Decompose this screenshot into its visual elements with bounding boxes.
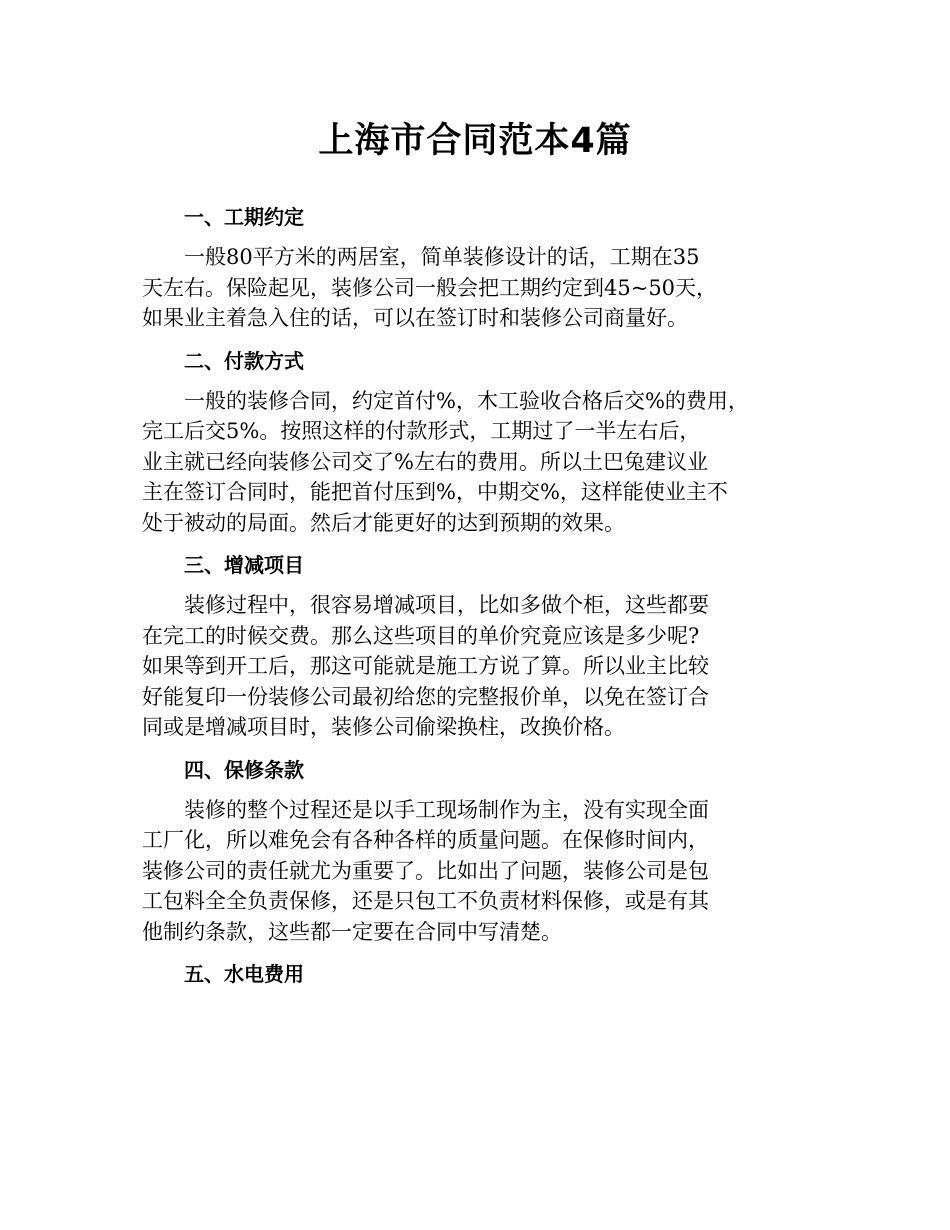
- section-paragraph-warranty: [142, 795, 818, 948]
- paragraph-line: 装修的整个过程还是以手工现场制作为主，没有实现全面: [184, 797, 709, 822]
- paragraph-line: 如果业主着急入住的话，可以在签订时和装修公司商量好。: [142, 306, 688, 330]
- paragraph-line: 业主就已经向装修公司交了%左右的费用。所以土巴兔建议业: [142, 449, 708, 474]
- section-heading-schedule: 一、工期约定: [184, 205, 304, 229]
- paragraph-line: 在完工的时候交费。那么这些项目的单价究竟应该是多少呢?: [142, 623, 700, 648]
- paragraph-line: 装修过程中，很容易增减项目，比如多做个柜，这些都要: [184, 593, 709, 617]
- section-heading-items: 三、增减项目: [184, 553, 304, 577]
- paragraph-line: 主在签订合同时，能把首付压到%，中期交%，这样能使业主不: [142, 480, 728, 504]
- section-heading-payment: 二、付款方式: [184, 348, 304, 373]
- paragraph-line: 完工后交5%。按照这样的付款形式，工期过了一半左右后，: [142, 419, 701, 443]
- paragraph-line: 处于被动的局面。然后才能更好的达到预期的效果。: [142, 510, 625, 535]
- section-heading-utilities: 五、水电费用: [184, 962, 304, 986]
- section-paragraph-schedule: [142, 242, 818, 334]
- paragraph-line: 一般的装修合同，约定首付%，木工验收合格后交%的费用，: [184, 388, 749, 413]
- paragraph-line: 他制约条款，这些都一定要在合同中写清楚。: [142, 919, 562, 944]
- section-paragraph-payment: [142, 386, 818, 539]
- section-heading-warranty: 四、保修条款: [184, 757, 304, 782]
- document-body: [142, 202, 818, 999]
- paragraph-line: 工包料全全负责保修，还是只包工不负责材料保修，或是有其: [142, 889, 709, 913]
- paragraph-line: 装修公司的责任就尤为重要了。比如出了问题，装修公司是包: [142, 858, 709, 883]
- paragraph-line: 如果等到开工后，那这可能就是施工方说了算。所以业主比较: [142, 654, 709, 678]
- paragraph-line: 同或是增减项目时，装修公司偷梁换柱，改换价格。: [142, 715, 625, 739]
- paragraph-line: 天左右。保险起见，装修公司一般会把工期约定到45~50天，: [142, 275, 718, 300]
- document-title: 上海市合同范本4篇: [318, 121, 632, 161]
- paragraph-line: 好能复印一份装修公司最初给您的完整报价单，以免在签订合: [142, 684, 709, 709]
- section-paragraph-items: [142, 590, 818, 743]
- paragraph-line: 工厂化，所以难免会有各种各样的质量问题。在保修时间内，: [142, 828, 709, 852]
- paragraph-line: 一般80平方米的两居室，简单装修设计的话，工期在35: [184, 245, 700, 269]
